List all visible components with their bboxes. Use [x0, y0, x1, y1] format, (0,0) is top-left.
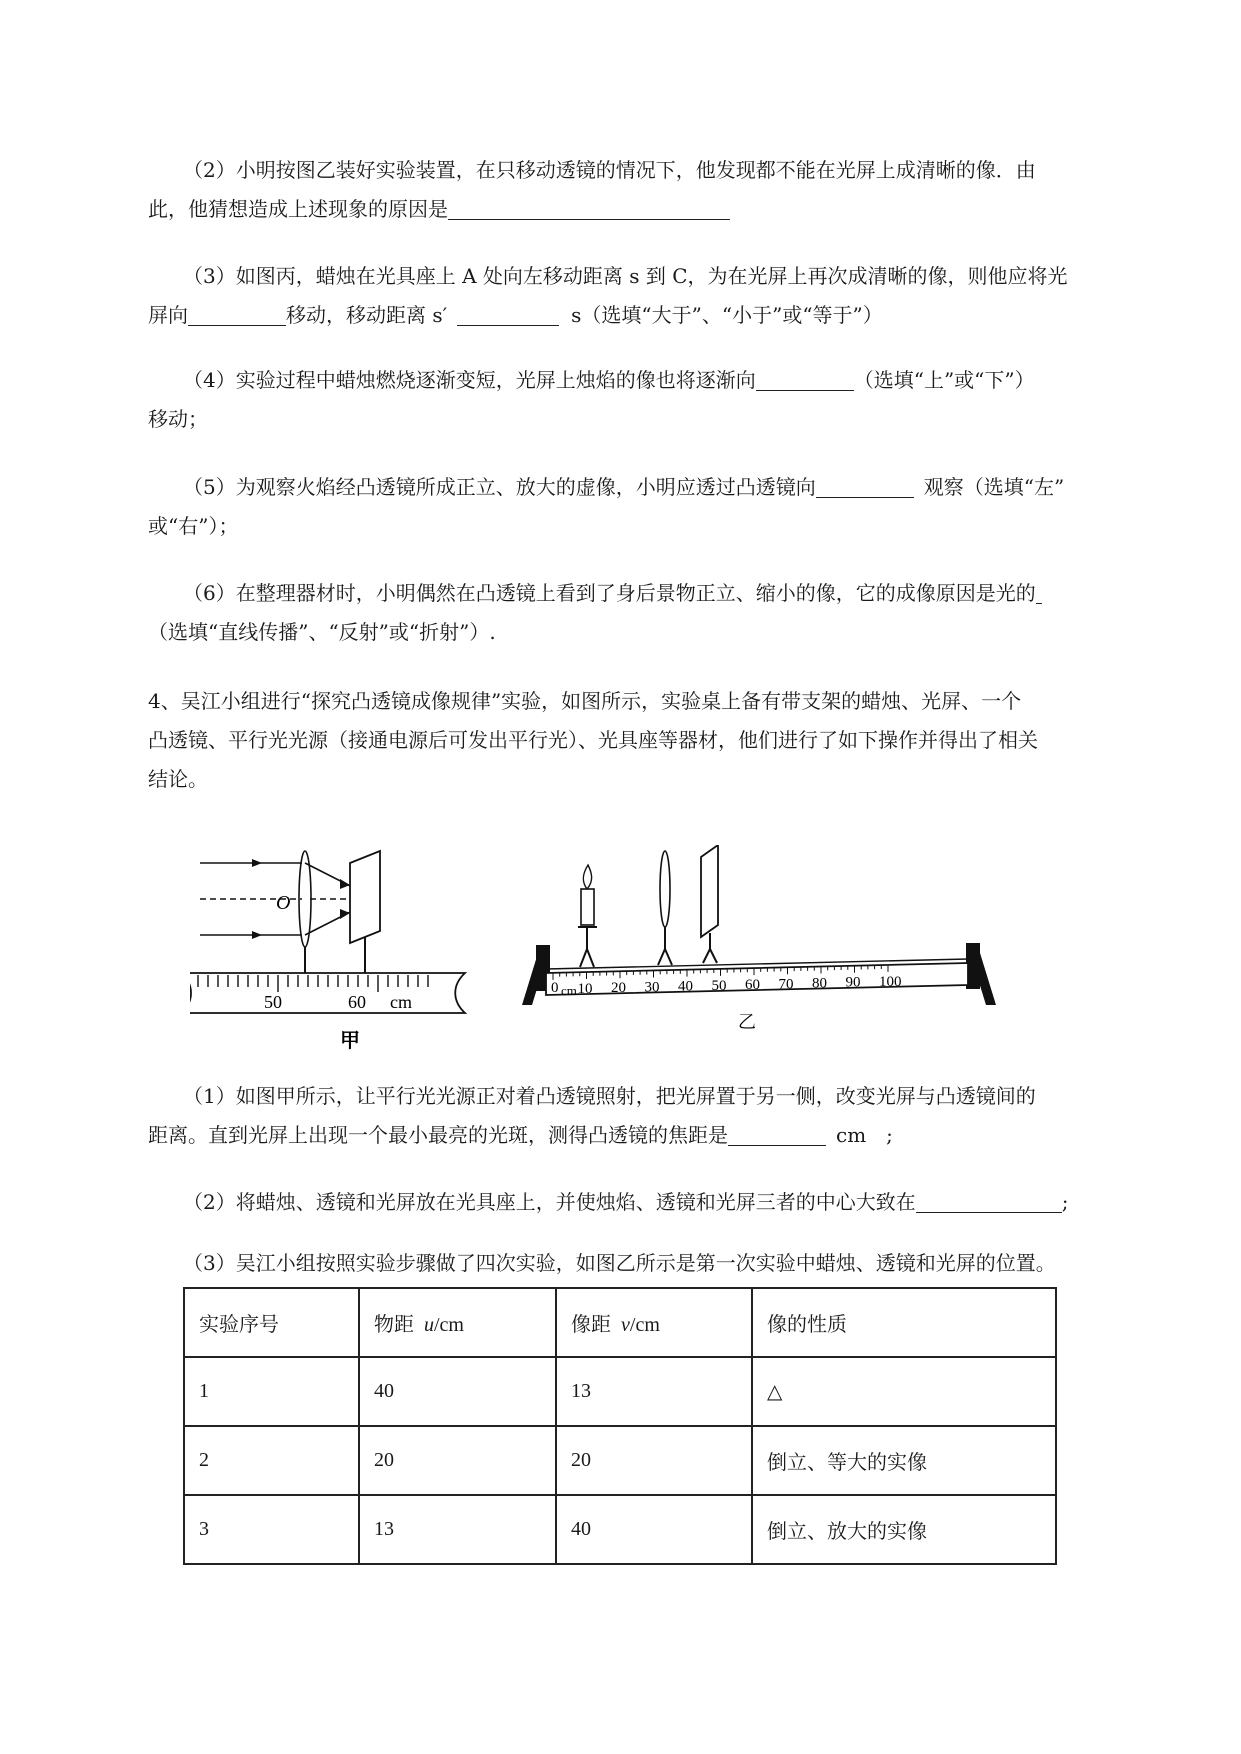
q3-p5-text-b: 观察（选填“左”	[923, 475, 1065, 499]
q4-s1-text-a: 距离。直到光屏上出现一个最小最亮的光斑，测得凸透镜的焦距是	[148, 1123, 728, 1147]
header-v-symbol: v	[621, 1314, 630, 1336]
candle	[578, 865, 597, 967]
figure-yi	[522, 845, 996, 1033]
cell-trial: 2	[184, 1426, 359, 1495]
q3-p5-text-a: （5）为观察火焰经凸透镜所成正立、放大的虚像，小明应透过凸透镜向	[183, 475, 816, 499]
caption-yi: 乙	[738, 1012, 756, 1033]
header-image-nature: 像的性质	[752, 1288, 1056, 1357]
cell-object-distance: 40	[359, 1357, 556, 1426]
lens-yi	[660, 851, 670, 927]
answer-blank-focal-length[interactable]	[728, 1125, 826, 1146]
table-header-row	[184, 1288, 1056, 1357]
bench-label-zero: 0	[551, 980, 559, 996]
q3-p3-line2	[148, 302, 883, 328]
tick-label-60: 60	[348, 992, 366, 1012]
lens-center-label: O	[276, 892, 291, 914]
cell-image-distance: 40	[556, 1495, 752, 1564]
header-u-unit: /cm	[434, 1314, 464, 1336]
q4-s2-text-a: （2）将蜡烛、透镜和光屏放在光具座上，并使烛焰、透镜和光屏三者的中心大致在	[183, 1190, 916, 1214]
cell-trial: 3	[184, 1495, 359, 1564]
q4-s1-line1: （1）如图甲所示，让平行光光源正对着凸透镜照射，把光屏置于另一侧，改变光屏与凸透镜间的	[183, 1084, 1036, 1108]
bench-tick-label: 50	[711, 977, 727, 994]
q3-p6-line1	[183, 580, 1042, 606]
cell-image-nature: △	[752, 1357, 1056, 1426]
table-row	[184, 1426, 1056, 1495]
ruler-unit-cm: cm	[390, 992, 412, 1012]
q3-p2-line2	[148, 196, 730, 222]
caption-jia: 甲	[340, 1028, 360, 1052]
lens-holder-yi	[658, 927, 672, 965]
light-screen	[350, 851, 380, 943]
bench-tick-label: 80	[812, 975, 827, 992]
q3-p3-text-a: 屏向	[148, 303, 188, 327]
bench-screen	[701, 845, 718, 963]
bench-tick-label: 60	[745, 977, 760, 994]
candle-flame	[583, 865, 591, 889]
ray-arrow-bottom	[252, 931, 262, 939]
q3-p2-text: 此，他猜想造成上述现象的原因是	[148, 197, 448, 221]
q3-p6-text: （6）在整理器材时，小明偶然在凸透镜上看到了身后景物正立、缩小的像，它的成像原因是光的	[183, 581, 1036, 605]
refracted-arrow-top	[340, 879, 350, 889]
answer-blank-principle[interactable]	[1036, 583, 1042, 604]
answer-blank-center[interactable]	[916, 1192, 1062, 1213]
q3-p4-line2: 移动；	[148, 407, 208, 431]
q4-s2-text-b: ;	[1061, 1190, 1069, 1214]
header-trial-number: 实验序号	[184, 1288, 359, 1357]
bench-tick-label: 10	[577, 981, 593, 998]
q4-intro-line3: 结论。	[148, 767, 208, 791]
header-v-unit: /cm	[629, 1314, 660, 1336]
q3-p6-line2: （选填“直线传播”、“反射”或“折射”）.	[148, 620, 496, 644]
answer-blank-updown[interactable]	[756, 370, 854, 391]
bench-tick-label: 40	[678, 978, 693, 995]
table-row	[184, 1495, 1056, 1564]
header-image-distance-label: 像距	[571, 1314, 611, 1336]
q4-s1-text-b: cm ;	[836, 1123, 893, 1147]
experiment-table	[183, 1287, 1057, 1565]
q3-p2-line1: （2）小明按图乙装好实验装置，在只移动透镜的情况下，他发现都不能在光屏上成清晰的像．由	[183, 158, 1036, 182]
q4-intro-line2: 凸透镜、平行光光源（接通电源后可发出平行光）、光具座等器材，他们进行了如下操作并得出了相关	[148, 728, 1038, 752]
screen-yi	[701, 845, 718, 937]
q3-p4-text-a: （4）实验过程中蜡烛燃烧逐渐变短，光屏上烛焰的像也将逐渐向	[183, 368, 756, 392]
cell-object-distance: 13	[359, 1495, 556, 1564]
q3-p5-line2: 或“右”）；	[148, 514, 239, 538]
answer-blank-compare[interactable]	[457, 305, 559, 326]
cell-image-nature: 倒立、等大的实像	[752, 1426, 1056, 1495]
bench-tick-label: 30	[644, 979, 660, 996]
header-image-distance	[556, 1288, 752, 1357]
bench-tick-label: 70	[778, 976, 794, 993]
q3-p4-text-b: （选填“上”或“下”）	[853, 368, 1035, 392]
bench-unit-cm: cm	[561, 983, 577, 998]
screen-holder-yi	[703, 933, 717, 963]
bench-lens	[658, 851, 672, 965]
header-object-distance-label: 物距	[374, 1314, 414, 1336]
table-row	[184, 1357, 1056, 1426]
header-object-distance	[359, 1288, 556, 1357]
cell-object-distance: 20	[359, 1426, 556, 1495]
q4-s3-line1: （3）吴江小组按照实验步骤做了四次实验，如图乙所示是第一次实验中蜡烛、透镜和光屏的位置。	[183, 1251, 1056, 1275]
answer-blank-direction[interactable]	[188, 305, 286, 326]
q4-s2-line1	[183, 1189, 1068, 1215]
answer-blank-leftright[interactable]	[816, 477, 914, 498]
cell-image-distance: 13	[556, 1357, 752, 1426]
cell-image-distance: 20	[556, 1426, 752, 1495]
q3-p3-text-c: s（选填“大于”、“小于”或“等于”）	[571, 303, 883, 327]
bench-tick-label: 90	[845, 974, 861, 991]
bench-tick-label: 20	[611, 980, 626, 997]
figure-jia	[190, 851, 465, 1052]
q3-p4-line1	[183, 367, 1035, 393]
experiment-figure	[190, 845, 1010, 1055]
header-u-symbol: u	[424, 1314, 434, 1336]
q3-p5-line1	[183, 474, 1064, 500]
q3-p3-text-b: 移动，移动距离 s′	[286, 303, 448, 327]
refracted-arrow-bottom	[340, 909, 350, 919]
tick-label-50: 50	[264, 992, 282, 1012]
answer-blank-reason[interactable]	[448, 199, 730, 220]
ray-arrow-top	[252, 859, 262, 867]
q4-s1-line2	[148, 1122, 893, 1148]
q4-intro-line1: 4、吴江小组进行“探究凸透镜成像规律”实验，如图所示，实验桌上备有带支架的蜡烛、光屏、一个	[148, 689, 1022, 713]
q3-p3-line1: （3）如图丙，蜡烛在光具座上 A 处向左移动距离 s 到 C，为在光屏上再次成清晰的像，则他应将光	[183, 264, 1068, 288]
cell-trial: 1	[184, 1357, 359, 1426]
bench-tick-label: 100	[879, 973, 902, 990]
candle-holder	[580, 927, 594, 967]
candle-body	[581, 889, 594, 925]
cell-image-nature: 倒立、放大的实像	[752, 1495, 1056, 1564]
